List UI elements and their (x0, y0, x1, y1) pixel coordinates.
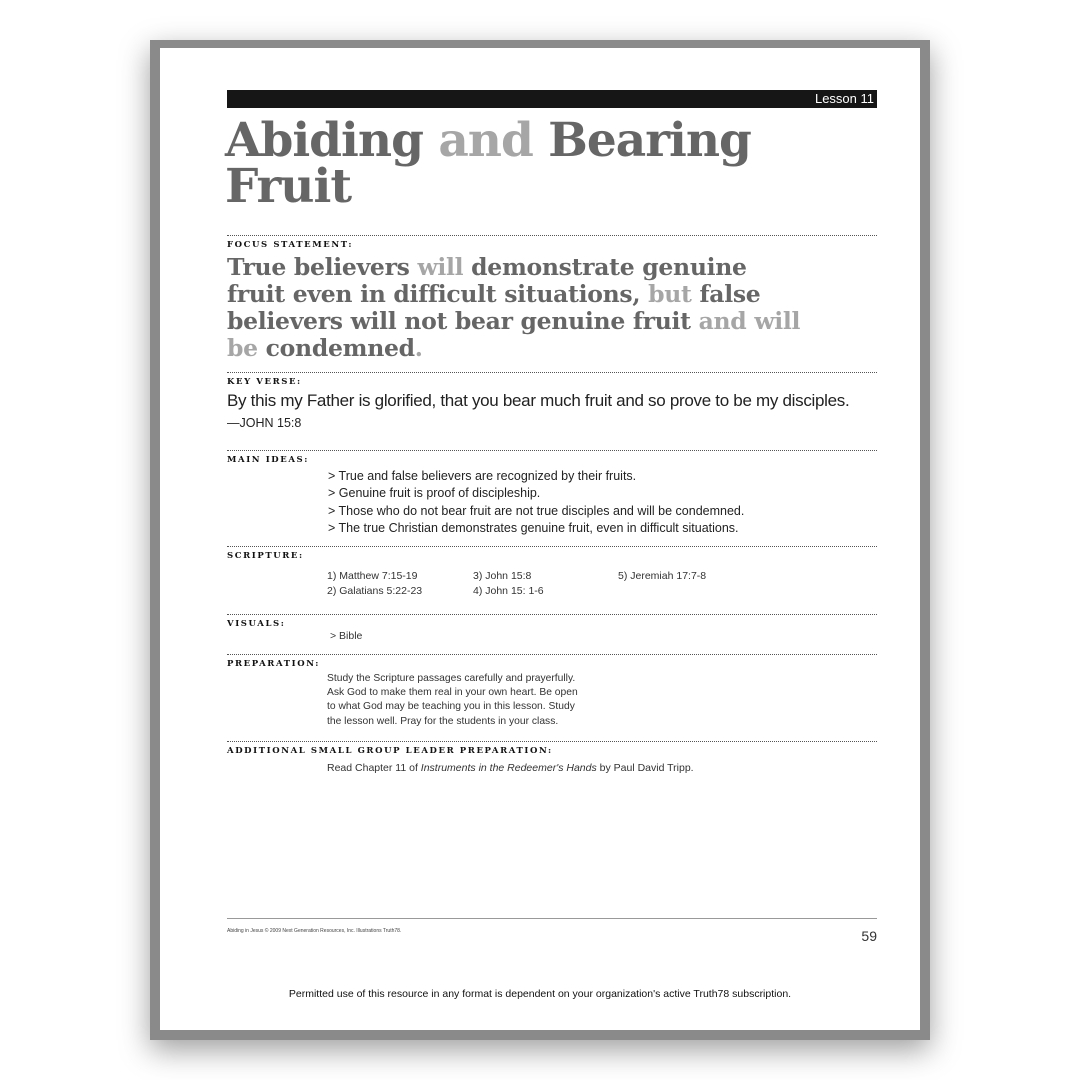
list-item: 2) Galatians 5:22-23 (327, 584, 423, 597)
permission-notice: Permitted use of this resource in any format is dependent on your organization's active Truth78 subscription. (288, 988, 792, 1000)
focus-seg: demonstrate genuine (463, 253, 747, 281)
additional-prep-label: ADDITIONAL SMALL GROUP LEADER PREPARATION: (227, 746, 553, 756)
text-line: to what God may be teaching you in this lesson. Study (327, 701, 575, 713)
list-item: 5) Jeremiah 17:7-8 (618, 570, 707, 582)
page-title (225, 113, 751, 214)
document-page (160, 48, 920, 1030)
visuals-label: VISUALS: (227, 619, 286, 629)
footer-divider (227, 918, 877, 919)
book-title: Instruments in the Redeemer's Hands (420, 762, 597, 774)
list-item: > Those who do not bear fruit are not true disciples and will be condemned. (328, 503, 745, 518)
focus-seg: false (691, 280, 761, 308)
main-ideas-list (328, 468, 744, 537)
text-line: Ask God to make them real in your own heart. Be open (327, 687, 578, 699)
title-part: Fruit (225, 159, 352, 214)
list-item: 1) Matthew 7:15-19 (327, 570, 418, 582)
lesson-header-bar (227, 90, 877, 108)
focus-seg: True believers (227, 253, 418, 281)
focus-seg: and will (698, 307, 801, 335)
section-divider (227, 450, 877, 451)
key-verse-label: KEY VERSE: (227, 377, 302, 387)
main-ideas-label: MAIN IDEAS: (227, 455, 310, 465)
title-part: and (438, 113, 533, 168)
section-divider (227, 614, 877, 615)
text-segment: by Paul David Tripp. (596, 762, 694, 774)
additional-prep-text (327, 762, 694, 774)
page-number: 59 (861, 928, 877, 944)
list-item: 4) John 15: 1-6 (473, 584, 544, 597)
section-divider (227, 372, 877, 373)
list-item: > True and false believers are recognized by their fruits. (328, 469, 637, 483)
key-verse-text: By this my Father is glorified, that you bear much fruit and so prove to be my disciples. (227, 391, 850, 410)
scripture-column (618, 569, 706, 584)
focus-seg: fruit even in difficult situations, (227, 280, 649, 308)
text-line: the lesson well. Pray for the students in your class. (327, 715, 559, 727)
preparation-text (327, 672, 578, 729)
focus-seg: . (414, 334, 423, 362)
focus-seg: condemned (257, 334, 415, 362)
focus-statement-text (227, 254, 887, 362)
scripture-label: SCRIPTURE: (227, 551, 304, 561)
scripture-column (473, 569, 544, 598)
section-divider (227, 741, 877, 742)
text-segment: Read Chapter 11 of (327, 762, 421, 774)
focus-seg: will (417, 253, 464, 281)
section-divider (227, 235, 877, 236)
focus-statement-label: FOCUS STATEMENT: (227, 240, 354, 250)
section-divider (227, 546, 877, 547)
list-item: > The true Christian demonstrates genuine fruit, even in difficult situations. (328, 520, 739, 535)
preparation-label: PREPARATION: (227, 659, 321, 669)
title-part: Abiding (225, 113, 439, 168)
key-verse-reference: —JOHN 15:8 (227, 416, 302, 430)
section-divider (227, 654, 877, 655)
focus-seg: believers will not bear genuine fruit (227, 307, 699, 335)
scripture-column (327, 569, 422, 598)
copyright-text: Abiding in Jesus © 2009 Next Generation Resources, Inc. Illustrations Truth78. (227, 928, 402, 934)
focus-seg: be (227, 334, 258, 362)
list-item: > Genuine fruit is proof of discipleship. (328, 486, 541, 501)
list-item: > Bible (330, 630, 363, 642)
focus-seg: but (648, 280, 692, 308)
list-item: 3) John 15:8 (473, 570, 532, 582)
text-line: Study the Scripture passages carefully and prayerfully. (327, 673, 576, 684)
lesson-label: Lesson 11 (814, 91, 874, 106)
title-part: Bearing (532, 113, 751, 168)
